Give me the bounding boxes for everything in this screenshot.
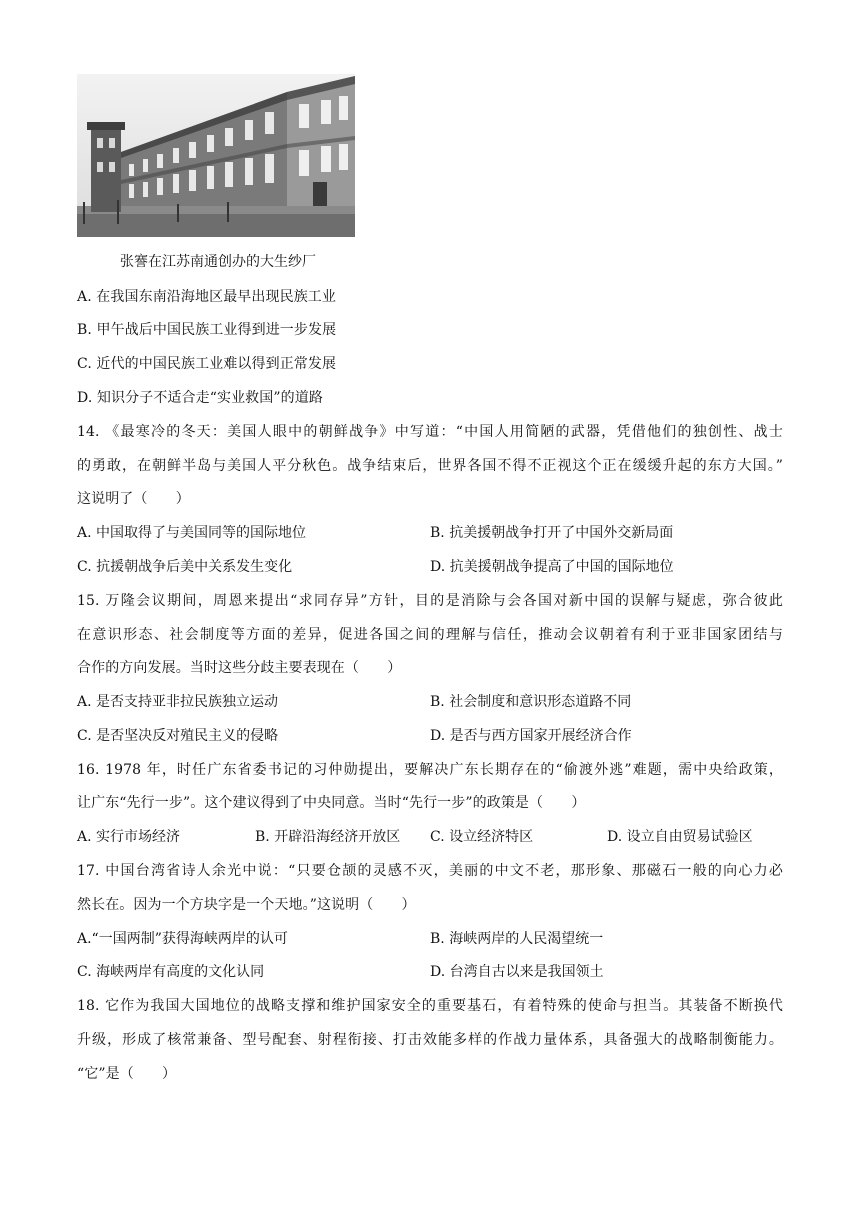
q16-stem-line-2: 让广东“先行一步”。这个建议得到了中央同意。当时“先行一步”的政策是（ ） (77, 795, 586, 811)
q15-option-b: B. 社会制度和意识形态道路不同 (430, 694, 632, 710)
q13-option-c: C. 近代的中国民族工业难以得到正常发展 (77, 356, 337, 372)
factory-photo-illustration (77, 74, 355, 237)
q15-stem-line-2: 在意识形态、社会制度等方面的差异，促进各国之间的理解与信任，推动会议朝着有利于亚非国家团结与 (77, 627, 783, 643)
q15-stem-line-3: 合作的方向发展。当时这些分歧主要表现在（ ） (77, 660, 402, 676)
q14-option-a: A. 中国取得了与美国同等的国际地位 (77, 525, 307, 541)
q16-option-a: A. 实行市场经济 (77, 829, 181, 845)
q14-option-c: C. 抗援朝战争后美中关系发生变化 (77, 559, 293, 575)
q18-stem-line-1: 18. 它作为我国大国地位的战略支撑和维护国家安全的重要基石，有着特殊的使命与担当。其装备不断换代 (77, 998, 783, 1014)
q16-option-c: C. 设立经济特区 (430, 829, 534, 845)
q15-stem-line-1: 15. 万隆会议期间，周恩来提出“求同存异”方针，目的是消除与会各国对新中国的误解与疑虑，弥合彼此 (77, 593, 783, 609)
q17-option-d: D. 台湾自古以来是我国领土 (430, 964, 604, 980)
q14-stem-line-2: 的勇敢，在朝鲜半岛与美国人平分秋色。战争结束后，世界各国不得不正视这个正在缓缓升起的东方大国。” (77, 458, 783, 474)
q17-stem-line-1: 17. 中国台湾省诗人余光中说：“只要仓颉的灵感不灭，美丽的中文不老，那形象、那磁石一般的向心力必 (77, 863, 783, 879)
figure-caption: 张謇在江苏南通创办的大生纱厂 (120, 254, 316, 270)
q17-option-c: C. 海峡两岸有高度的文化认同 (77, 964, 265, 980)
q14-option-b: B. 抗美援朝战争打开了中国外交新局面 (430, 525, 674, 541)
q17-option-b: B. 海峡两岸的人民渴望统一 (430, 931, 604, 947)
q16-option-b: B. 开辟沿海经济开放区 (255, 829, 401, 845)
q16-stem-line-1: 16. 1978 年，时任广东省委书记的习仲勋提出，要解决广东长期存在的“偷渡外逃”难题，需中央给政策， (77, 762, 783, 778)
q15-option-c: C. 是否坚决反对殖民主义的侵略 (77, 728, 279, 744)
q14-stem-line-1: 14. 《最寒冷的冬天：美国人眼中的朝鲜战争》中写道：“中国人用简陋的武器，凭借他们的独创性、战士 (77, 424, 783, 440)
q13-option-b: B. 甲午战后中国民族工业得到进一步发展 (77, 322, 337, 338)
factory-photo (77, 74, 355, 237)
q15-option-a: A. 是否支持亚非拉民族独立运动 (77, 694, 279, 710)
q14-option-d: D. 抗美援朝战争提高了中国的国际地位 (430, 559, 674, 575)
q16-option-d: D. 设立自由贸易试验区 (607, 829, 753, 845)
q18-stem-line-2: 升级，形成了核常兼备、型号配套、射程衔接、打击效能多样的作战力量体系，具备强大的战略制衡能力。 (77, 1032, 783, 1048)
q18-stem-line-3: “它”是（ ） (77, 1066, 177, 1082)
q15-option-d: D. 是否与西方国家开展经济合作 (430, 728, 632, 744)
q13-option-d: D. 知识分子不适合走“实业救国”的道路 (77, 390, 323, 406)
q17-option-a: A.“一国两制”获得海峡两岸的认可 (77, 931, 288, 947)
q14-stem-line-3: 这说明了（ ） (77, 491, 190, 507)
q13-option-a: A. 在我国东南沿海地区最早出现民族工业 (77, 289, 337, 305)
q17-stem-line-2: 然长在。因为一个方块字是一个天地。”这说明（ ） (77, 897, 416, 913)
